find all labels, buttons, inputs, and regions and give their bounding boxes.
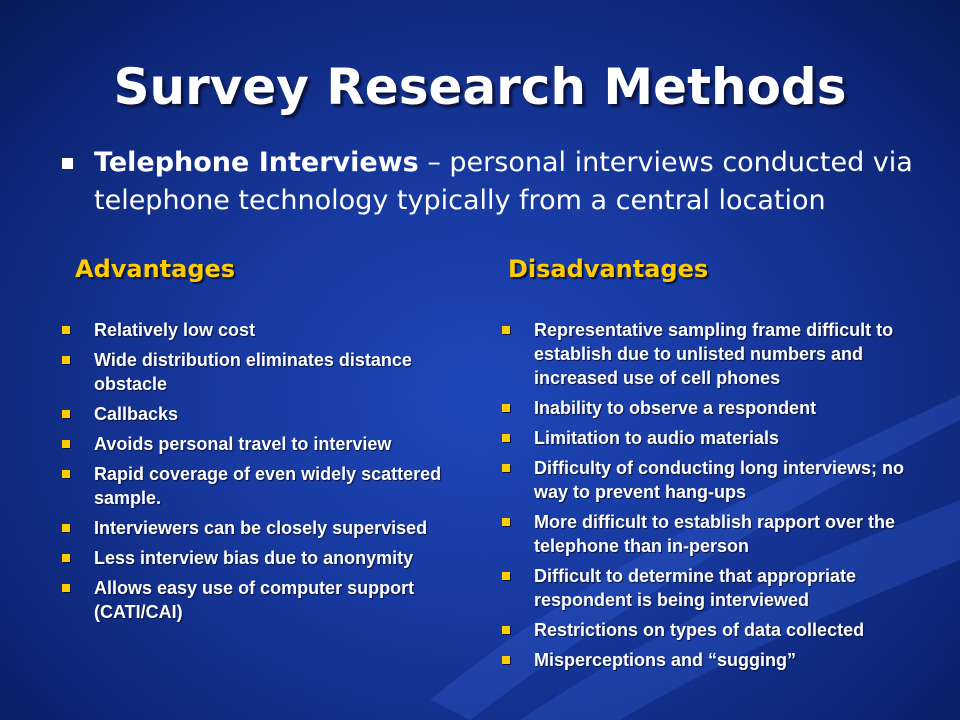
- list-item: Representative sampling frame difficult to establish due to unlisted numbers and increased use of cell phones: [500, 318, 920, 390]
- list-item: Interviewers can be closely supervised: [60, 516, 475, 540]
- square-bullet-icon: [502, 518, 510, 526]
- advantages-list: [60, 318, 475, 630]
- intro-term: Telephone Interviews: [94, 147, 419, 178]
- square-bullet-icon: [62, 470, 70, 478]
- advantages-heading: Advantages: [75, 255, 236, 283]
- list-item: Limitation to audio materials: [500, 426, 920, 450]
- square-bullet-icon: [62, 524, 70, 532]
- list-item: Restrictions on types of data collected: [500, 618, 920, 642]
- square-bullet-icon: [502, 464, 510, 472]
- square-bullet-icon: [62, 158, 73, 169]
- square-bullet-icon: [62, 356, 70, 364]
- square-bullet-icon: [62, 584, 70, 592]
- list-item: Relatively low cost: [60, 318, 475, 342]
- list-item: Allows easy use of computer support (CATI/CAI): [60, 576, 475, 624]
- square-bullet-icon: [502, 404, 510, 412]
- intro-definition: – personal interviews conducted via telephone technology typically from a central location: [94, 147, 913, 216]
- intro-bullet: [62, 144, 942, 220]
- list-item: Wide distribution eliminates distance obstacle: [60, 348, 475, 396]
- list-item: Callbacks: [60, 402, 475, 426]
- list-item: Avoids personal travel to interview: [60, 432, 475, 456]
- intro-text: [62, 144, 942, 220]
- square-bullet-icon: [62, 410, 70, 418]
- list-item: Misperceptions and “sugging”: [500, 648, 920, 672]
- disadvantages-heading: Disadvantages: [508, 255, 709, 283]
- square-bullet-icon: [502, 326, 510, 334]
- list-item: Difficulty of conducting long interviews; no way to prevent hang-ups: [500, 456, 920, 504]
- list-item: Rapid coverage of even widely scattered sample.: [60, 462, 475, 510]
- list-item: Inability to observe a respondent: [500, 396, 920, 420]
- square-bullet-icon: [62, 440, 70, 448]
- square-bullet-icon: [502, 434, 510, 442]
- square-bullet-icon: [502, 656, 510, 664]
- square-bullet-icon: [62, 554, 70, 562]
- square-bullet-icon: [502, 626, 510, 634]
- list-item: More difficult to establish rapport over the telephone than in-person: [500, 510, 920, 558]
- square-bullet-icon: [62, 326, 70, 334]
- slide-title: Survey Research Methods: [113, 58, 847, 116]
- list-item: Difficult to determine that appropriate respondent is being interviewed: [500, 564, 920, 612]
- disadvantages-list: [500, 318, 920, 678]
- list-item: Less interview bias due to anonymity: [60, 546, 475, 570]
- square-bullet-icon: [502, 572, 510, 580]
